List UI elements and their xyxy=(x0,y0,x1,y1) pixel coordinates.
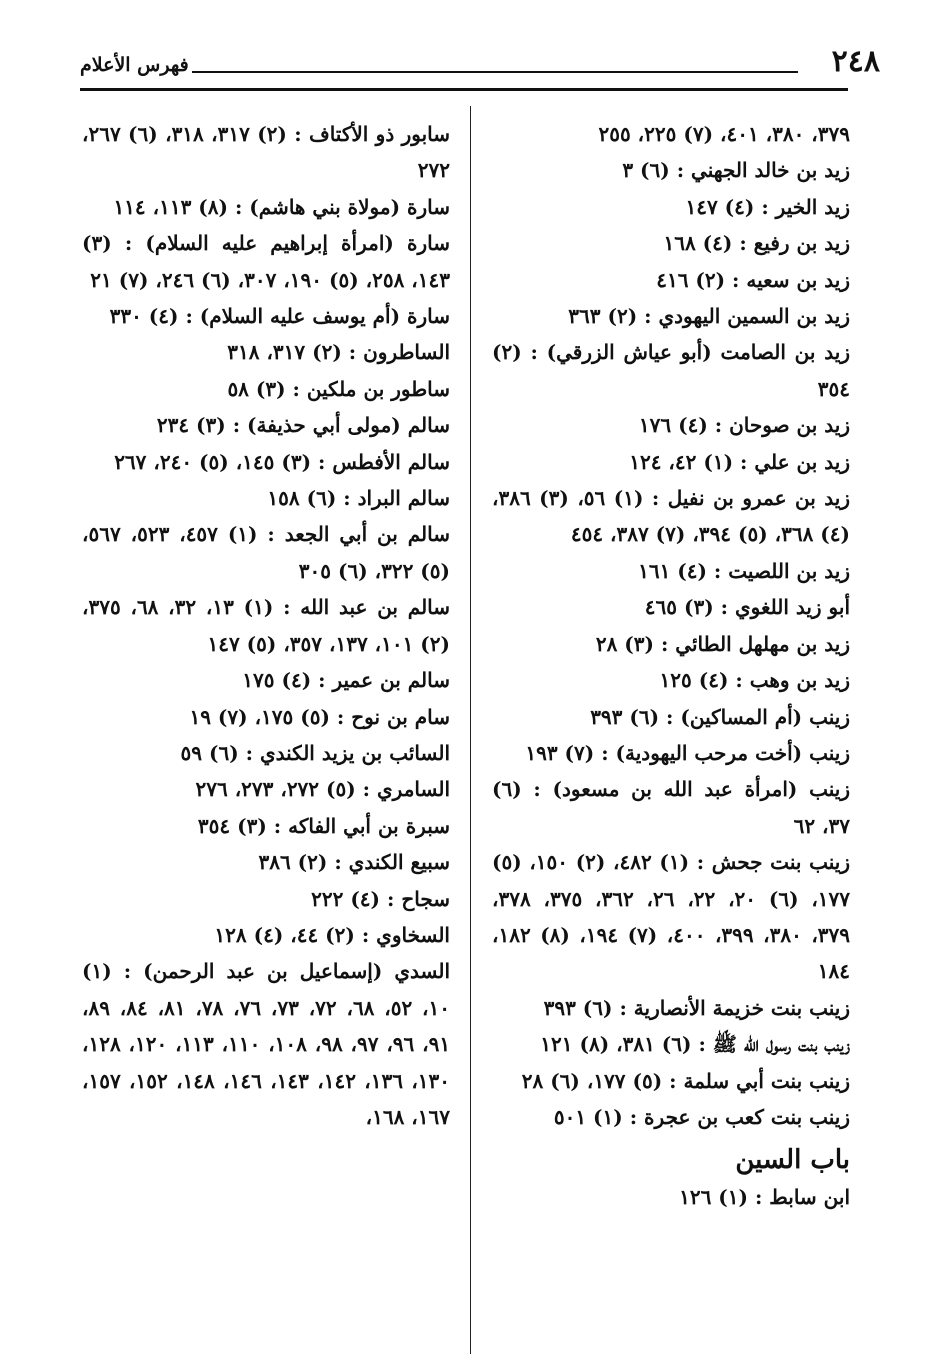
index-entry: سالم بن عبد الله : (١) ١٣، ٣٢، ٦٨، ٣٧٥، (٢) ١٠١، ١٣٧، ٣٥٧، (٥) ١٤٧ xyxy=(82,595,451,656)
index-entry: أبو زيد اللغوي : (٣) ٤٦٥ xyxy=(644,595,850,620)
index-entry: زينب بنت أبي سلمة : (٥) ١٧٧، (٦) ٢٨ xyxy=(521,1068,850,1093)
index-entry: زيد بن عمرو بن نفيل : (١) ٥٦، (٣) ٣٨٦، (٤) ٣٦٨، (٥) ٣٩٤، (٧) ٣٨٧، ٤٥٤ xyxy=(492,486,850,547)
index-entry: زينب (أم المساكين) : (٦) ٣٩٣ xyxy=(590,704,850,729)
index-entry: سالم الأفطس : (٣) ١٤٥، (٥) ٢٤٠، ٢٦٧ xyxy=(114,449,450,474)
index-entry: زيد بن علي : (١) ٤٢، ١٢٤ xyxy=(629,449,850,474)
section-heading: باب السين xyxy=(735,1145,850,1176)
left-column xyxy=(82,116,450,1135)
index-entry: زيد بن خالد الجهني : (٦) ٣ xyxy=(622,158,850,183)
index-entry: زينب (امرأة عبد الله بن مسعود) : (٦) ٣٧، ٦٢ xyxy=(492,777,850,838)
index-entry: سام بن نوح : (٥) ١٧٥، (٧) ١٩ xyxy=(189,704,450,729)
index-entry: زيد بن سعيه : (٢) ٤١٦ xyxy=(656,267,850,292)
column-divider xyxy=(470,106,471,1354)
index-entry: سارة (امرأة إبراهيم عليه السلام) : (٣) ١٤٣، ٢٥٨، (٥) ١٩٠، ٣٠٧، (٦) ٢٤٦، (٧) ٢١ xyxy=(82,231,450,292)
index-entry: زيد بن رفيع : (٤) ١٦٨ xyxy=(663,231,850,256)
index-entry: السخاوي : (٢) ٤٤، (٤) ١٢٨ xyxy=(214,922,450,947)
index-entry: زيد بن اللصيت : (٤) ١٦١ xyxy=(638,558,850,583)
index-entry: سبيع الكندي : (٢) ٣٨٦ xyxy=(258,850,450,875)
index-entry: سالم البراد : (٦) ١٥٨ xyxy=(267,486,450,511)
right-column xyxy=(492,116,850,1216)
index-entry: سالم بن عمير : (٤) ١٧٥ xyxy=(242,668,450,693)
page-number: ٢٤٨ xyxy=(831,44,880,79)
index-entry: زيد بن مهلهل الطائي : (٣) ٢٨ xyxy=(595,631,850,656)
index-entry: سارة (أم يوسف عليه السلام) : (٤) ٣٣٠ xyxy=(109,304,450,329)
index-entry: زينب بنت كعب بن عجرة : (١) ٥٠١ xyxy=(553,1104,850,1129)
index-entry: زيد بن السمين اليهودي : (٢) ٣٦٣ xyxy=(568,304,850,329)
index-entry: سبرة بن أبي الفاكه : (٣) ٣٥٤ xyxy=(197,813,450,838)
index-entry: زيد بن صوحان : (٤) ١٧٦ xyxy=(638,413,850,438)
index-entry: زيد بن وهب : (٤) ١٢٥ xyxy=(659,668,850,693)
index-entry: سالم (مولى أبي حذيفة) : (٣) ٢٣٤ xyxy=(156,413,450,438)
index-entry: زينب بنت جحش : (١) ٤٨٢، (٢) ١٥٠، (٥) ١٧٧، (٦) ٢٠، ٢٢، ٢٦، ٣٦٢، ٣٧٥، ٣٧٨، ٣٧٩، ٣٨٠، ٣٩٩، ٤٠٠، (٧) ١٩٤، (٨) ١٨٢، ١٨٤ xyxy=(492,850,851,984)
index-entry: سالم بن أبي الجعد : (١) ٤٥٧، ٥٢٣، ٥٦٧، (٥) ٣٢٢، (٦) ٣٠٥ xyxy=(82,522,450,583)
index-entry: زينب بنت خزيمة الأنصارية : (٦) ٣٩٣ xyxy=(543,995,850,1020)
index-entry: الساطرون : (٢) ٣١٧، ٣١٨ xyxy=(227,340,450,365)
index-entry: السامري : (٥) ٢٧٢، ٢٧٣، ٢٧٦ xyxy=(195,777,450,802)
running-header-title: فهرس الأعلام xyxy=(80,54,189,76)
index-entry: ساطور بن ملكين : (٣) ٥٨ xyxy=(227,376,450,401)
index-entry: سابور ذو الأكتاف : (٢) ٣١٧، ٣١٨، (٦) ٢٦٧، ٢٧٢ xyxy=(82,122,450,183)
index-entry: ٣٧٩، ٣٨٠، ٤٠١، (٧) ٢٢٥، ٢٥٥ xyxy=(598,122,850,146)
index-entry: السائب بن يزيد الكندي : (٦) ٥٩ xyxy=(180,740,450,765)
index-entry: ابن سابط : (١) ١٢٦ xyxy=(679,1185,850,1210)
index-entry: سجاح : (٤) ٢٢٢ xyxy=(311,886,450,911)
index-entry: السدي (إسماعيل بن عبد الرحمن) : (١) ١٠، ٥٢، ٦٨، ٧٢، ٧٣، ٧٦، ٧٨، ٨١، ٨٤، ٨٩، ٩١، ٩٦، ٩٧، ٩٨، ١٠٨، ١١٠، ١١٣، ١٢٠، ١٢٨، ١٣٠، ١٣٦، ١٤٢، ١٤٣، ١٤٦، ١٤٨، ١٥٢، ١٥٧، ١٦٧، ١٦٨، xyxy=(82,959,451,1129)
header-dash-rule xyxy=(192,71,798,73)
index-entry: سارة (مولاة بني هاشم) : (٨) ١١٣، ١١٤ xyxy=(113,194,450,219)
index-entry: زينب (أخت مرحب اليهودية) : (٧) ١٩٣ xyxy=(525,740,850,765)
header-rule xyxy=(80,88,848,91)
index-entry: زيد بن الصامت (أبو عياش الزرقي) : (٢) ٣٥٤ xyxy=(492,340,850,401)
index-entry: زيد الخير : (٤) ١٤٧ xyxy=(685,194,850,219)
index-entry: زينب بنت رسول الله ﷺ : (٦) ٣٨١، (٨) ١٢١ xyxy=(540,1032,850,1057)
